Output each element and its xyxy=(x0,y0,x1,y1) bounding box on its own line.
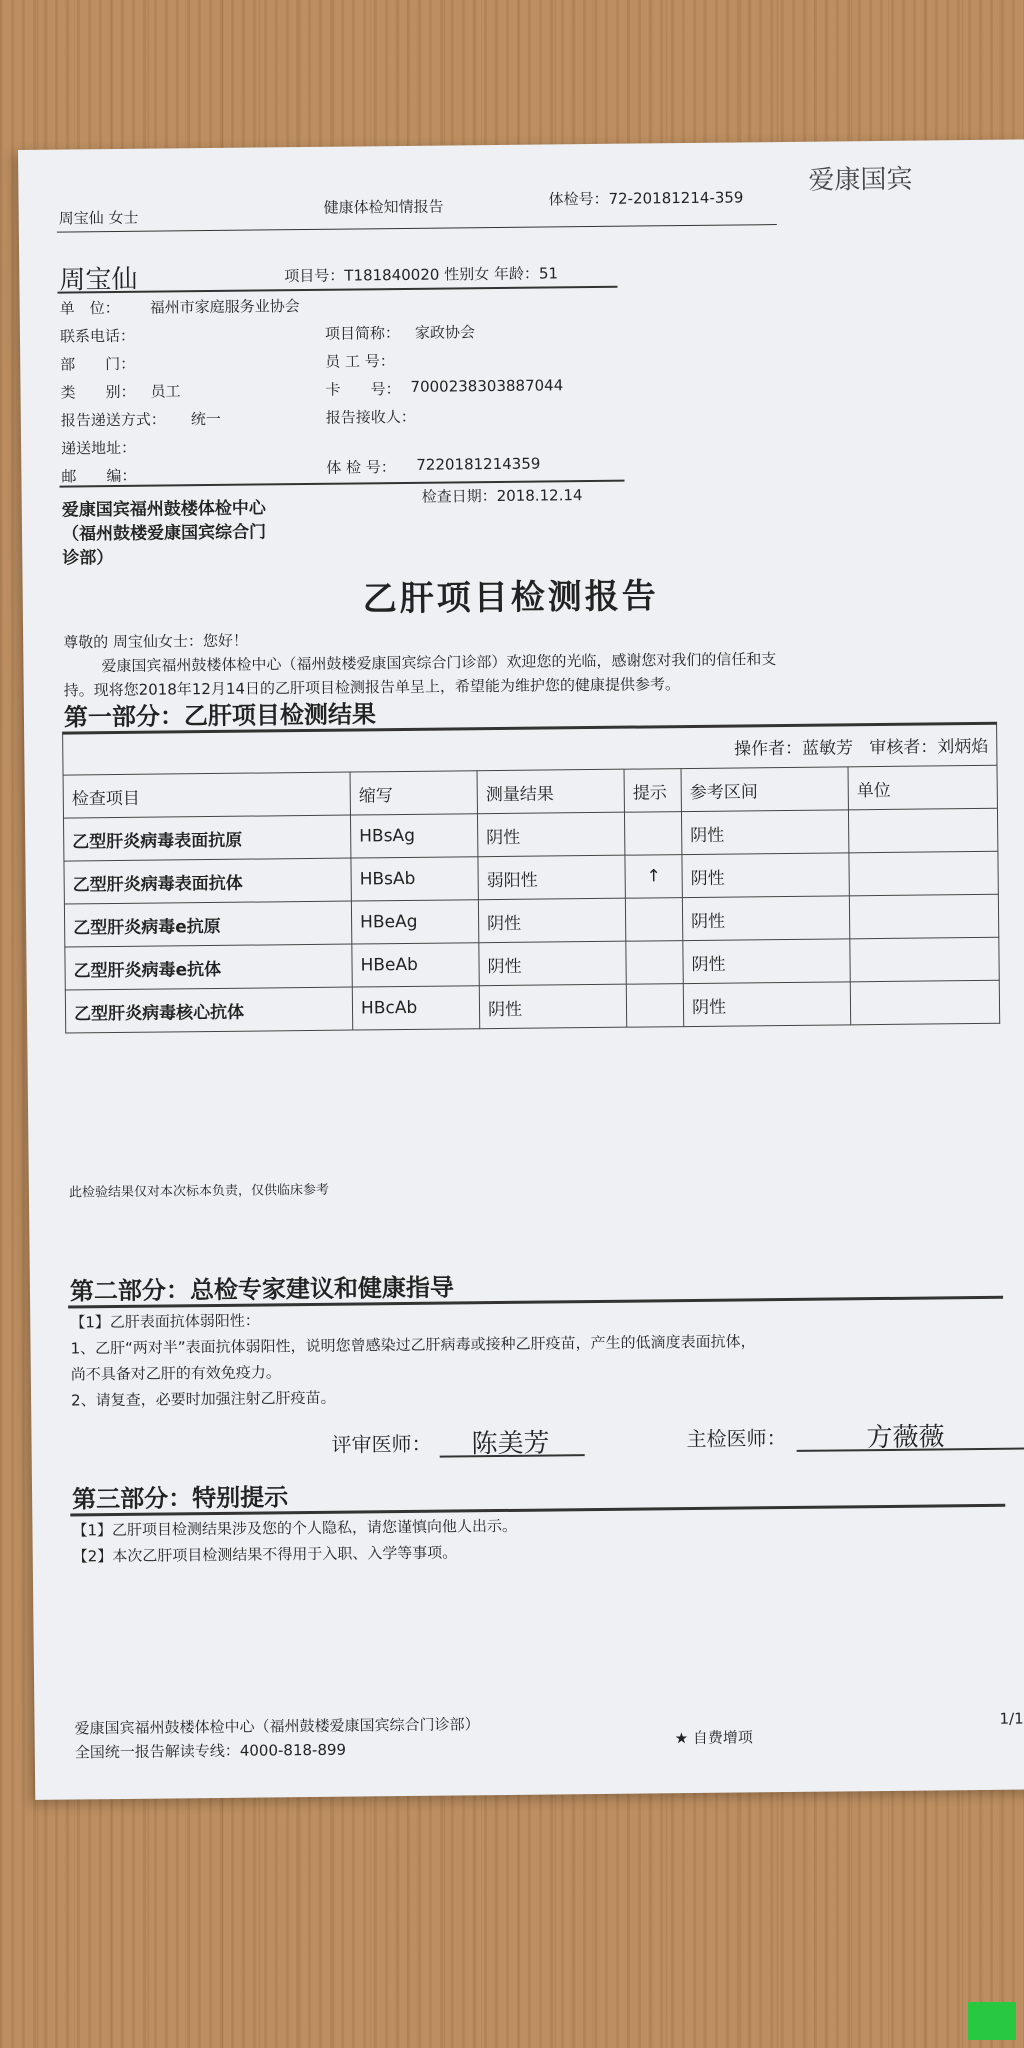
advice-line-1: 1、乙肝“两对半”表面抗体弱阳性，说明您曾感染过乙肝病毒或接种乙肝疫苗，产生的低滴度表面抗体， xyxy=(70,1332,756,1358)
table-cell: 阴性 xyxy=(478,898,625,943)
table-cell: 阴性 xyxy=(681,810,848,855)
result-note: 此检验结果仅对本次标本负责，仅供临床参考 xyxy=(68,1182,330,1201)
patient-project-line: 项目号：T181840020 性别女 年龄：51 xyxy=(284,264,559,286)
unit-label: 单 位： xyxy=(59,298,120,318)
brand-logo: 爱康国宾 xyxy=(808,164,913,196)
footer-center: 爱康国宾福州鼓楼体检中心（福州鼓楼爱康国宾综合门诊部） xyxy=(74,1715,480,1738)
intro-line-1: 爱康国宾福州鼓楼体检中心（福州鼓楼爱康国宾综合门诊部）欢迎您的光临，感谢您对我们的信任和支 xyxy=(101,650,777,676)
table-cell xyxy=(849,851,998,896)
table-cell xyxy=(848,808,997,853)
table-cell: 乙型肝炎病毒核心抗体 xyxy=(65,987,352,1033)
table-cell: 弱阳性 xyxy=(478,855,625,900)
table-cell xyxy=(626,984,683,1028)
header-name: 周宝仙 女士 xyxy=(58,208,139,228)
intro-line-2: 持。现将您2018年12月14日的乙肝项目检测报告单呈上，希望能为维护您的健康提供参考。 xyxy=(63,675,681,700)
chief-signature: 方薇薇 xyxy=(866,1422,945,1454)
reviewer-doctor-label: 评审医师： xyxy=(331,1431,432,1457)
column-header: 检查项目 xyxy=(63,772,350,818)
header-report-type: 健康体检知情报告 xyxy=(323,197,444,217)
notice-item-2: 【2】本次乙肝项目检测结果不得用于入职、入学等事项。 xyxy=(72,1543,458,1566)
patient-divider xyxy=(57,286,617,294)
column-header: 单位 xyxy=(848,765,997,810)
table-cell xyxy=(850,980,999,1025)
address-label: 递送地址： xyxy=(61,438,137,458)
category-label: 类 别： xyxy=(60,382,136,402)
department-label: 部 门： xyxy=(60,354,136,374)
exam-no-label: 体 检 号： xyxy=(326,458,396,477)
section-3-heading: 第三部分：特别提示 xyxy=(71,1483,289,1514)
table-cell: 阴性 xyxy=(682,853,849,898)
table-cell: 乙型肝炎病毒表面抗体 xyxy=(64,858,351,904)
unit-value: 福州市家庭服务业协会 xyxy=(149,297,300,317)
table-cell xyxy=(626,941,683,985)
table-cell: 阴性 xyxy=(477,812,624,857)
report-paper xyxy=(18,139,1024,1799)
table-row xyxy=(65,980,999,1033)
header-divider xyxy=(57,224,777,233)
advice-line-2: 尚不具备对乙肝的有效免疫力。 xyxy=(70,1363,281,1384)
header-exam-number: 体检号：72-20181214-359 xyxy=(548,188,744,209)
card-value: 7000238303887044 xyxy=(410,376,564,396)
table-cell: 阴性 xyxy=(683,982,850,1027)
greeting: 尊敬的 周宝仙女士：您好！ xyxy=(63,631,249,652)
card-label: 卡 号： xyxy=(325,380,401,399)
table-cell xyxy=(625,898,682,942)
table-cell: 阴性 xyxy=(479,984,626,1029)
table-cell xyxy=(849,894,998,939)
employee-no-label: 员 工 号： xyxy=(325,352,395,371)
column-header: 测量结果 xyxy=(477,769,624,814)
receiver-label: 报告接收人： xyxy=(325,407,416,427)
column-header: 参考区间 xyxy=(681,767,848,812)
exam-no-value: 7220181214359 xyxy=(416,454,541,474)
footer-hotline: 全国统一报告解读专线：4000-818-899 xyxy=(74,1740,347,1762)
table-cell xyxy=(624,812,681,856)
postcode-label: 邮 编： xyxy=(61,466,137,486)
results-table xyxy=(62,723,1000,1034)
delivery-value: 统一 xyxy=(190,409,221,429)
category-value: 员工 xyxy=(150,382,181,401)
table-cell: 乙型肝炎病毒e抗体 xyxy=(65,944,352,990)
table-cell: ↑ xyxy=(625,855,682,899)
table-cell: 乙型肝炎病毒表面抗原 xyxy=(63,815,350,861)
reviewer: 审核者：刘炳焰 xyxy=(869,736,989,758)
table-cell: HBcAb xyxy=(352,986,479,1030)
exam-date: 检查日期：2018.12.14 xyxy=(421,486,583,506)
center-line-1: 爱康国宾福州鼓楼体检中心 xyxy=(61,498,266,521)
section-2-heading: 第二部分：总检专家建议和健康指导 xyxy=(69,1273,455,1306)
notice-item-1: 【1】乙肝项目检测结果涉及您的个人隐私，请您谨慎向他人出示。 xyxy=(72,1516,518,1540)
center-line-2: （福州鼓楼爱康国宾综合门 xyxy=(61,522,267,545)
contact-label: 联系电话： xyxy=(59,326,136,346)
patient-name: 周宝仙 xyxy=(59,264,138,296)
column-header: 提示 xyxy=(624,769,681,813)
delivery-label: 报告递送方式： xyxy=(60,410,166,430)
table-cell: HBeAb xyxy=(352,943,479,987)
reviewer-signature: 陈美芳 xyxy=(471,1428,550,1460)
table-cell: HBsAg xyxy=(350,814,477,858)
table-cell: 乙型肝炎病毒e抗原 xyxy=(64,901,351,947)
column-header: 缩写 xyxy=(350,771,477,815)
operator: 操作者：蓝敏芳 xyxy=(733,737,854,760)
table-cell: HBsAb xyxy=(351,857,478,901)
table-cell xyxy=(850,937,999,982)
report-title: 乙肝项目检测报告 xyxy=(362,576,659,620)
table-cell: 阴性 xyxy=(479,941,626,986)
project-abbr-value: 家政协会 xyxy=(414,323,476,342)
watermark-badge xyxy=(968,2002,1016,2040)
self-pay-note: ★ 自费增项 xyxy=(674,1728,753,1748)
advice-item-title: 【1】乙肝表面抗体弱阳性： xyxy=(70,1311,260,1332)
advice-line-3: 2、请复查，必要时加强注射乙肝疫苗。 xyxy=(71,1388,336,1410)
section-1-heading: 第一部分：乙肝项目检测结果 xyxy=(63,700,377,732)
table-cell: 阴性 xyxy=(683,939,850,984)
center-line-3: 诊部） xyxy=(62,548,114,569)
table-cell: 阴性 xyxy=(682,896,849,941)
chief-doctor-label: 主检医师： xyxy=(686,1426,787,1452)
page-number: 1/1 xyxy=(999,1709,1024,1728)
table-cell: HBeAg xyxy=(351,900,478,944)
project-abbr-label: 项目简称： xyxy=(324,324,401,343)
